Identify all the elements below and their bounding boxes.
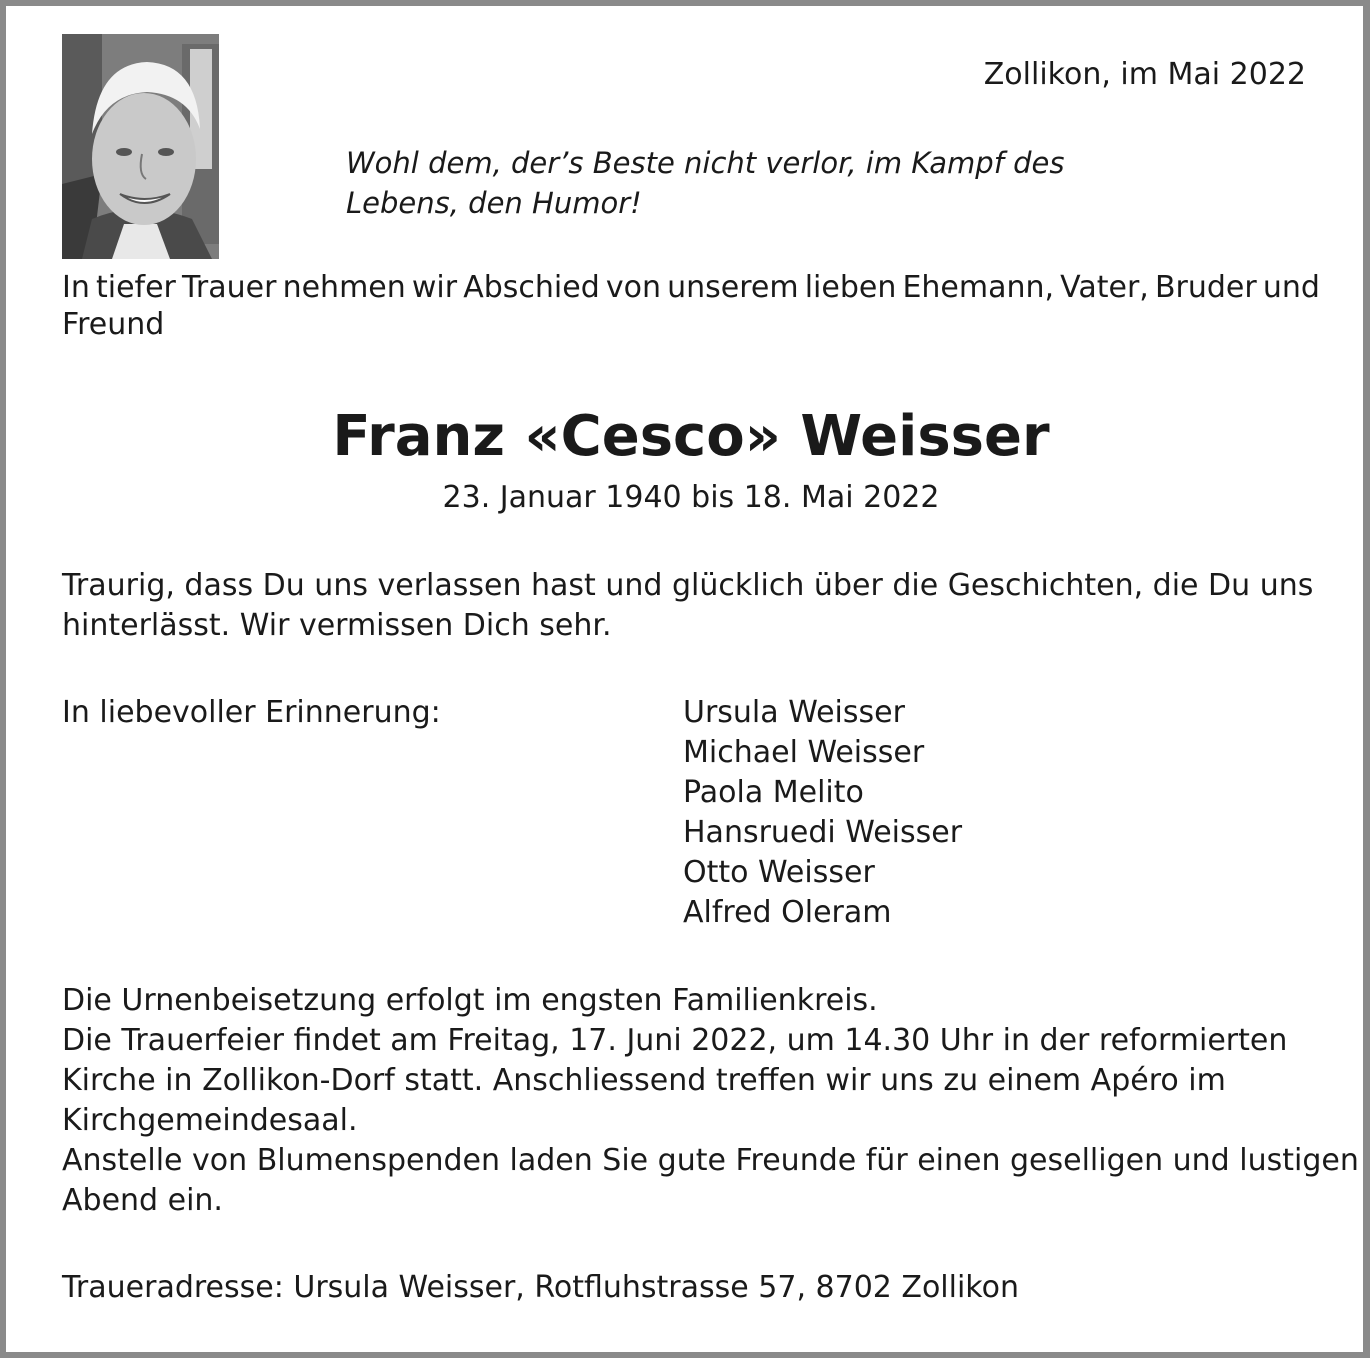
farewell-text: [62, 566, 1313, 646]
intro-line-2: Freund: [62, 307, 165, 342]
motto-line: Lebens, den Humor!: [346, 186, 642, 220]
intro-word: Bruder: [1154, 270, 1257, 305]
ceremony-line: Kirchgemeindesaal.: [62, 1103, 358, 1138]
ceremony-line: Anstelle von Blumenspenden laden Sie gute Freunde für einen geselligen und lustigen: [62, 1143, 1359, 1178]
mourning-address: [62, 1268, 1019, 1308]
intro-word: lieben: [804, 270, 897, 305]
mourner-name: Michael Weisser: [683, 735, 925, 770]
intro-word: unserem: [667, 270, 799, 305]
intro-word: Vater,: [1060, 270, 1149, 305]
farewell-line: hinterlässt. Wir vermissen Dich sehr.: [62, 608, 612, 643]
mourner-name: Otto Weisser: [683, 855, 875, 890]
intro-word: nehmen: [282, 270, 406, 305]
mourner-name: Alfred Oleram: [683, 895, 892, 930]
ceremony-line: Abend ein.: [62, 1183, 223, 1218]
motto-line: Wohl dem, der’s Beste nicht verlor, im Kampf des: [346, 146, 1065, 180]
intro-word: Ehemann,: [902, 270, 1055, 305]
portrait-photo: [62, 34, 219, 259]
motto-quote: [346, 143, 1106, 223]
ceremony-line: Kirche in Zollikon-Dorf statt. Anschliessend treffen wir uns zu einem Apéro im: [62, 1063, 1226, 1098]
address-line: Traueradresse: Ursula Weisser, Rotfluhstrasse 57, 8702 Zollikon: [62, 1270, 1019, 1305]
memory-label: In liebevoller Erinnerung:: [62, 695, 441, 730]
intro-line-1: [62, 269, 1320, 306]
ceremony-line: Die Urnenbeisetzung erfolgt im engsten Familienkreis.: [62, 983, 878, 1018]
ceremony-text: [62, 981, 1359, 1221]
deceased-name: Franz «Cesco» Weisser: [332, 404, 1050, 469]
life-dates: 23. Januar 1940 bis 18. Mai 2022: [442, 480, 940, 515]
intro-word: Trauer: [182, 270, 277, 305]
intro-word: In: [62, 270, 90, 305]
portrait-illustration: [62, 34, 219, 259]
intro-word: Abschied: [463, 270, 600, 305]
farewell-line: Traurig, dass Du uns verlassen hast und glücklich über die Geschichten, die Du uns: [62, 568, 1314, 603]
ceremony-line: Die Trauerfeier findet am Freitag, 17. Juni 2022, um 14.30 Uhr in der reformierten: [62, 1023, 1288, 1058]
place-date: Zollikon, im Mai 2022: [983, 57, 1306, 92]
intro-word: tiefer: [95, 270, 176, 305]
mourners-list: [683, 693, 962, 933]
intro-word: von: [605, 270, 661, 305]
intro-text: [62, 269, 1320, 343]
mourner-name: Ursula Weisser: [683, 695, 905, 730]
intro-word: wir: [411, 270, 458, 305]
mourner-name: Hansruedi Weisser: [683, 815, 963, 850]
intro-word: und: [1262, 270, 1320, 305]
mourner-name: Paola Melito: [683, 775, 864, 810]
